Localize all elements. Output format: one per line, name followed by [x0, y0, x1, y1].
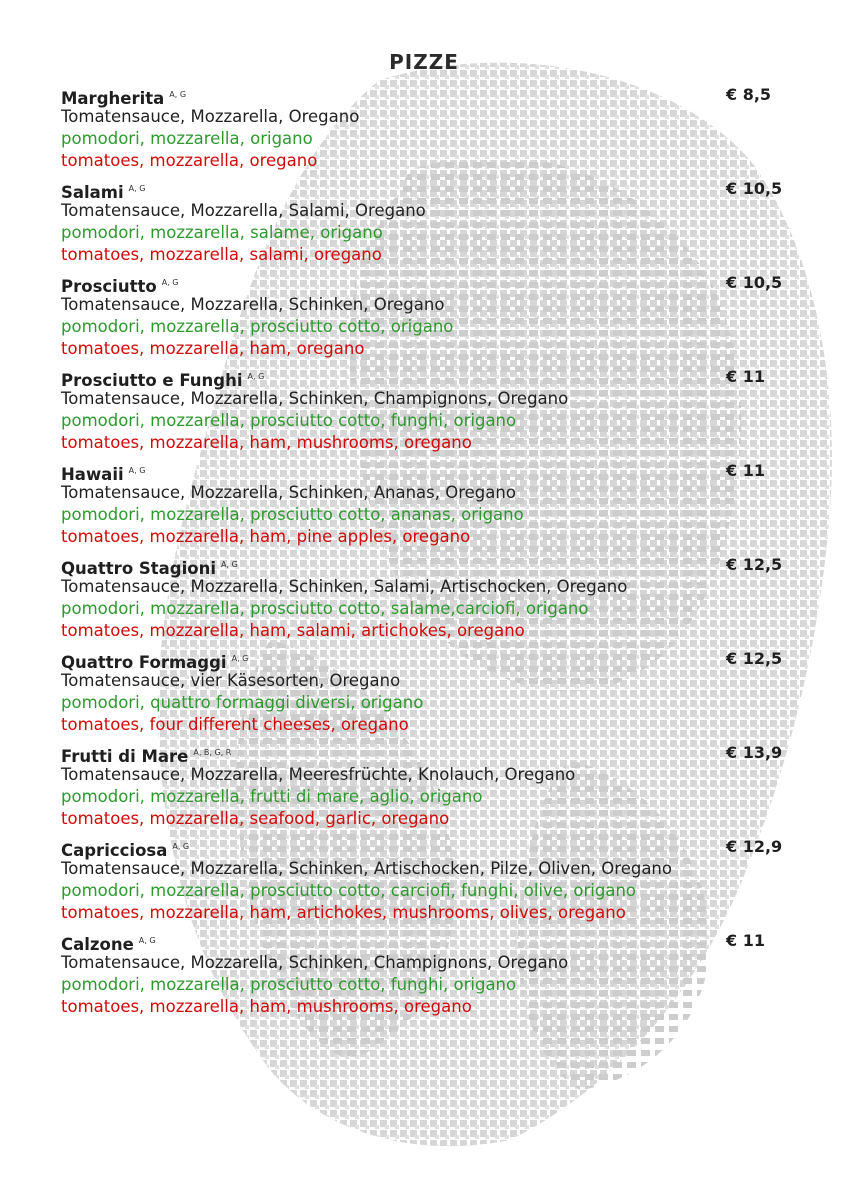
description-italian: pomodori, mozzarella, frutti di mare, aglio, origano	[61, 787, 483, 806]
pizza-price: € 12,9	[726, 837, 783, 856]
description-german: Tomatensauce, Mozzarella, Schinken, Ananas, Oregano	[61, 483, 516, 502]
menu-item	[61, 272, 791, 366]
pizza-price: € 10,5	[726, 179, 783, 198]
description-german: Tomatensauce, vier Käsesorten, Oregano	[61, 671, 401, 690]
allergen-codes: A, G	[161, 278, 179, 287]
description-german: Tomatensauce, Mozzarella, Schinken, Oregano	[61, 295, 445, 314]
description-english: tomatoes, mozzarella, ham, mushrooms, oregano	[61, 433, 472, 452]
allergen-codes: A, B, G, R	[193, 748, 232, 757]
allergen-codes: A, G	[221, 560, 238, 569]
description-italian: pomodori, mozzarella, prosciutto cotto, origano	[61, 317, 454, 336]
allergen-codes: A, G	[128, 466, 146, 475]
description-italian: pomodori, mozzarella, prosciutto cotto, funghi, origano	[61, 411, 517, 430]
description-italian: pomodori, mozzarella, salame, origano	[61, 223, 383, 242]
menu-item	[61, 460, 791, 554]
pizza-name: Hawaii	[61, 465, 124, 484]
description-german: Tomatensauce, Mozzarella, Oregano	[61, 107, 360, 126]
description-german: Tomatensauce, Mozzarella, Schinken, Champignons, Oregano	[61, 389, 569, 408]
menu-item	[61, 836, 791, 930]
pizza-price: € 8,5	[726, 85, 772, 104]
menu-item	[61, 742, 791, 836]
pizza-price: € 10,5	[726, 273, 783, 292]
pizza-name: Quattro Formaggi	[61, 653, 227, 672]
pizza-name: Frutti di Mare	[61, 747, 189, 766]
description-english: tomatoes, mozzarella, seafood, garlic, oregano	[61, 809, 450, 828]
pizza-price: € 11	[726, 367, 765, 386]
description-italian: pomodori, mozzarella, origano	[61, 129, 313, 148]
allergen-codes: A, G	[247, 372, 265, 381]
pizza-menu-list	[61, 84, 791, 1024]
description-italian: pomodori, quattro formaggi diversi, origano	[61, 693, 424, 712]
description-german: Tomatensauce, Mozzarella, Schinken, Champignons, Oregano	[61, 953, 569, 972]
pizza-name: Salami	[61, 183, 124, 202]
description-english: tomatoes, mozzarella, ham, artichokes, mushrooms, olives, oregano	[61, 903, 626, 922]
description-german: Tomatensauce, Mozzarella, Schinken, Artischocken, Pilze, Oliven, Oregano	[61, 859, 672, 878]
description-english: tomatoes, mozzarella, ham, pine apples, oregano	[61, 527, 471, 546]
pizza-name: Capricciosa	[61, 841, 168, 860]
description-italian: pomodori, mozzarella, prosciutto cotto, ananas, origano	[61, 505, 524, 524]
description-german: Tomatensauce, Mozzarella, Schinken, Salami, Artischocken, Oregano	[61, 577, 628, 596]
allergen-codes: A, G	[128, 184, 146, 193]
pizza-name: Prosciutto	[61, 277, 157, 296]
menu-item	[61, 84, 791, 178]
description-english: tomatoes, mozzarella, ham, mushrooms, oregano	[61, 997, 472, 1016]
description-italian: pomodori, mozzarella, prosciutto cotto, funghi, origano	[61, 975, 517, 994]
pizza-name: Prosciutto e Funghi	[61, 371, 243, 390]
pizza-price: € 11	[726, 931, 765, 950]
description-italian: pomodori, mozzarella, prosciutto cotto, salame,carciofi, origano	[61, 599, 589, 618]
menu-item	[61, 554, 791, 648]
description-english: tomatoes, mozzarella, salami, oregano	[61, 245, 382, 264]
allergen-codes: A, G	[138, 936, 156, 945]
pizza-name: Margherita	[61, 89, 165, 108]
description-english: tomatoes, mozzarella, oregano	[61, 151, 318, 170]
allergen-codes: A, G	[169, 90, 187, 99]
description-italian: pomodori, mozzarella, prosciutto cotto, carciofi, funghi, olive, origano	[61, 881, 637, 900]
pizza-price: € 12,5	[726, 649, 783, 668]
allergen-codes: A, G	[172, 842, 190, 851]
pizza-name: Calzone	[61, 935, 134, 954]
menu-item	[61, 648, 791, 742]
allergen-codes: A, G	[231, 654, 249, 663]
menu-item	[61, 930, 791, 1024]
pizza-price: € 11	[726, 461, 765, 480]
page-title: PIZZE	[389, 50, 459, 74]
pizza-price: € 12,5	[726, 555, 783, 574]
description-english: tomatoes, mozzarella, ham, oregano	[61, 339, 365, 358]
description-german: Tomatensauce, Mozzarella, Meeresfrüchte, Knolauch, Oregano	[61, 765, 576, 784]
description-english: tomatoes, four different cheeses, oregano	[61, 715, 409, 734]
pizza-name: Quattro Stagioni	[61, 559, 217, 578]
menu-item	[61, 366, 791, 460]
menu-item	[61, 178, 791, 272]
pizza-price: € 13,9	[726, 743, 783, 762]
description-english: tomatoes, mozzarella, ham, salami, artichokes, oregano	[61, 621, 525, 640]
description-german: Tomatensauce, Mozzarella, Salami, Oregano	[61, 201, 426, 220]
